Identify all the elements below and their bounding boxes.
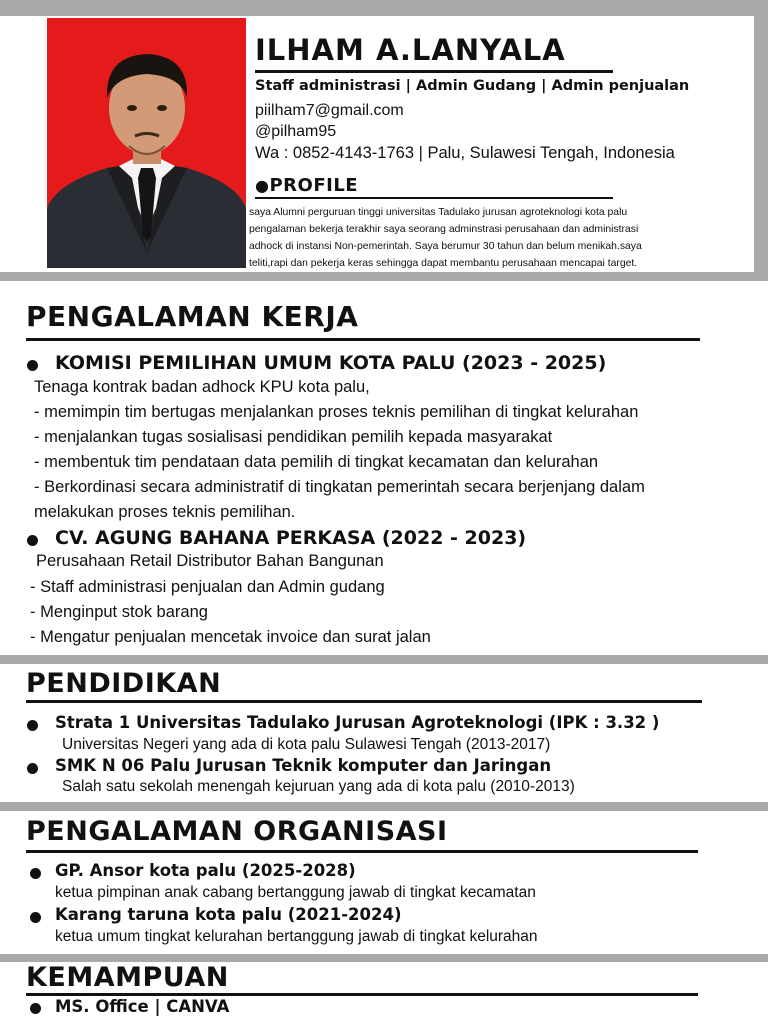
job-line: Perusahaan Retail Distributor Bahan Bangunan bbox=[36, 552, 384, 570]
experience-underline bbox=[26, 338, 700, 341]
organization-desc: ketua umum tingkat kelurahan bertanggung jawab di tingkat kelurahan bbox=[55, 928, 538, 945]
profile-underline bbox=[255, 197, 613, 199]
profile-photo bbox=[47, 18, 246, 268]
profile-line: teliti,rapi dan pekerja keras sehingga dapat membantu perusahaan mencapai target. bbox=[249, 258, 638, 269]
organization-desc: ketua pimpinan anak cabang bertanggung jawab di tingkat kecamatan bbox=[55, 884, 536, 901]
job-line: - membentuk tim pendataan data pemilih di tingkat kecamatan dan kelurahan bbox=[34, 453, 599, 471]
education-heading: Strata 1 Universitas Tadulako Jurusan Agroteknologi (IPK : 3.32 ) bbox=[55, 713, 660, 732]
organization-title: PENGALAMAN ORGANISASI bbox=[26, 816, 448, 847]
job-line: - memimpin tim bertugas menjalankan proses teknis pemilihan di tingkat kelurahan bbox=[34, 403, 639, 421]
organization-section bbox=[0, 811, 768, 954]
skills-title: KEMAMPUAN bbox=[26, 962, 229, 993]
full-name: ILHAM A.LANYALA bbox=[255, 33, 566, 67]
email-text[interactable]: piilham7@gmail.com bbox=[255, 102, 404, 119]
experience-title: PENGALAMAN KERJA bbox=[26, 300, 359, 333]
skill-item: MS. Office | CANVA bbox=[55, 997, 230, 1016]
social-handle: @pilham95 bbox=[255, 123, 337, 140]
profile-line: saya Alumni perguruan tinggi universitas Tadulako jurusan agroteknologi kota palu bbox=[249, 207, 628, 218]
experience-section bbox=[0, 281, 768, 655]
organization-heading: GP. Ansor kota palu (2025-2028) bbox=[55, 861, 356, 880]
job-line: melakukan proses teknis pemilihan. bbox=[34, 503, 296, 521]
education-section bbox=[0, 664, 768, 802]
profile-line: adhock di instansi Non-pemerintah. Saya berumur 30 tahun dan belum menikah.saya bbox=[249, 241, 642, 252]
organization-underline bbox=[26, 850, 698, 853]
phone-location: Wa : 0852-4143-1763 | Palu, Sulawesi Tengah, Indonesia bbox=[255, 144, 675, 162]
bullet-icon bbox=[27, 535, 38, 546]
job-line: - Mengatur penjualan mencetak invoice dan surat jalan bbox=[30, 628, 431, 646]
education-heading: SMK N 06 Palu Jurusan Teknik komputer dan Jaringan bbox=[55, 756, 552, 775]
education-desc: Salah satu sekolah menengah kejuruan yang ada di kota palu (2010-2013) bbox=[62, 778, 575, 795]
name-underline bbox=[255, 70, 613, 73]
job-line: Tenaga kontrak badan adhock KPU kota palu, bbox=[34, 378, 370, 396]
education-title: PENDIDIKAN bbox=[26, 668, 222, 699]
job-line: - Menginput stok barang bbox=[30, 603, 208, 621]
education-desc: Universitas Negeri yang ada di kota palu Sulawesi Tengah (2013-2017) bbox=[62, 736, 551, 753]
bullet-icon bbox=[30, 1003, 41, 1014]
job-line: - Berkordinasi secara administratif di tingkatan pemerintah secara berjenjang dalam bbox=[34, 478, 645, 496]
bullet-icon bbox=[27, 763, 38, 774]
bullet-icon bbox=[30, 912, 41, 923]
header-card bbox=[0, 16, 754, 272]
bullet-icon bbox=[27, 360, 38, 371]
profile-summary bbox=[249, 204, 737, 272]
job-roles: Staff administrasi | Admin Gudang | Admin penjualan bbox=[255, 78, 690, 94]
education-underline bbox=[26, 700, 702, 703]
organization-heading: Karang taruna kota palu (2021-2024) bbox=[55, 905, 402, 924]
job-heading: KOMISI PEMILIHAN UMUM KOTA PALU (2023 - 2025) bbox=[55, 352, 607, 374]
job-line: - Staff administrasi penjualan dan Admin gudang bbox=[30, 578, 385, 596]
profile-heading: ●PROFILE bbox=[255, 175, 359, 196]
profile-line: pengalaman bekerja terakhir saya seorang adminstrasi perusahaan dan administrasi bbox=[249, 224, 639, 235]
job-line: - menjalankan tugas sosialisasi pendidikan pemilih kepada masyarakat bbox=[34, 428, 553, 446]
skills-section bbox=[0, 962, 768, 1024]
bullet-icon bbox=[30, 868, 41, 879]
bullet-icon: ● bbox=[255, 176, 270, 195]
job-heading: CV. AGUNG BAHANA PERKASA (2022 - 2023) bbox=[55, 527, 527, 549]
skills-underline bbox=[26, 993, 698, 996]
bullet-icon bbox=[27, 720, 38, 731]
